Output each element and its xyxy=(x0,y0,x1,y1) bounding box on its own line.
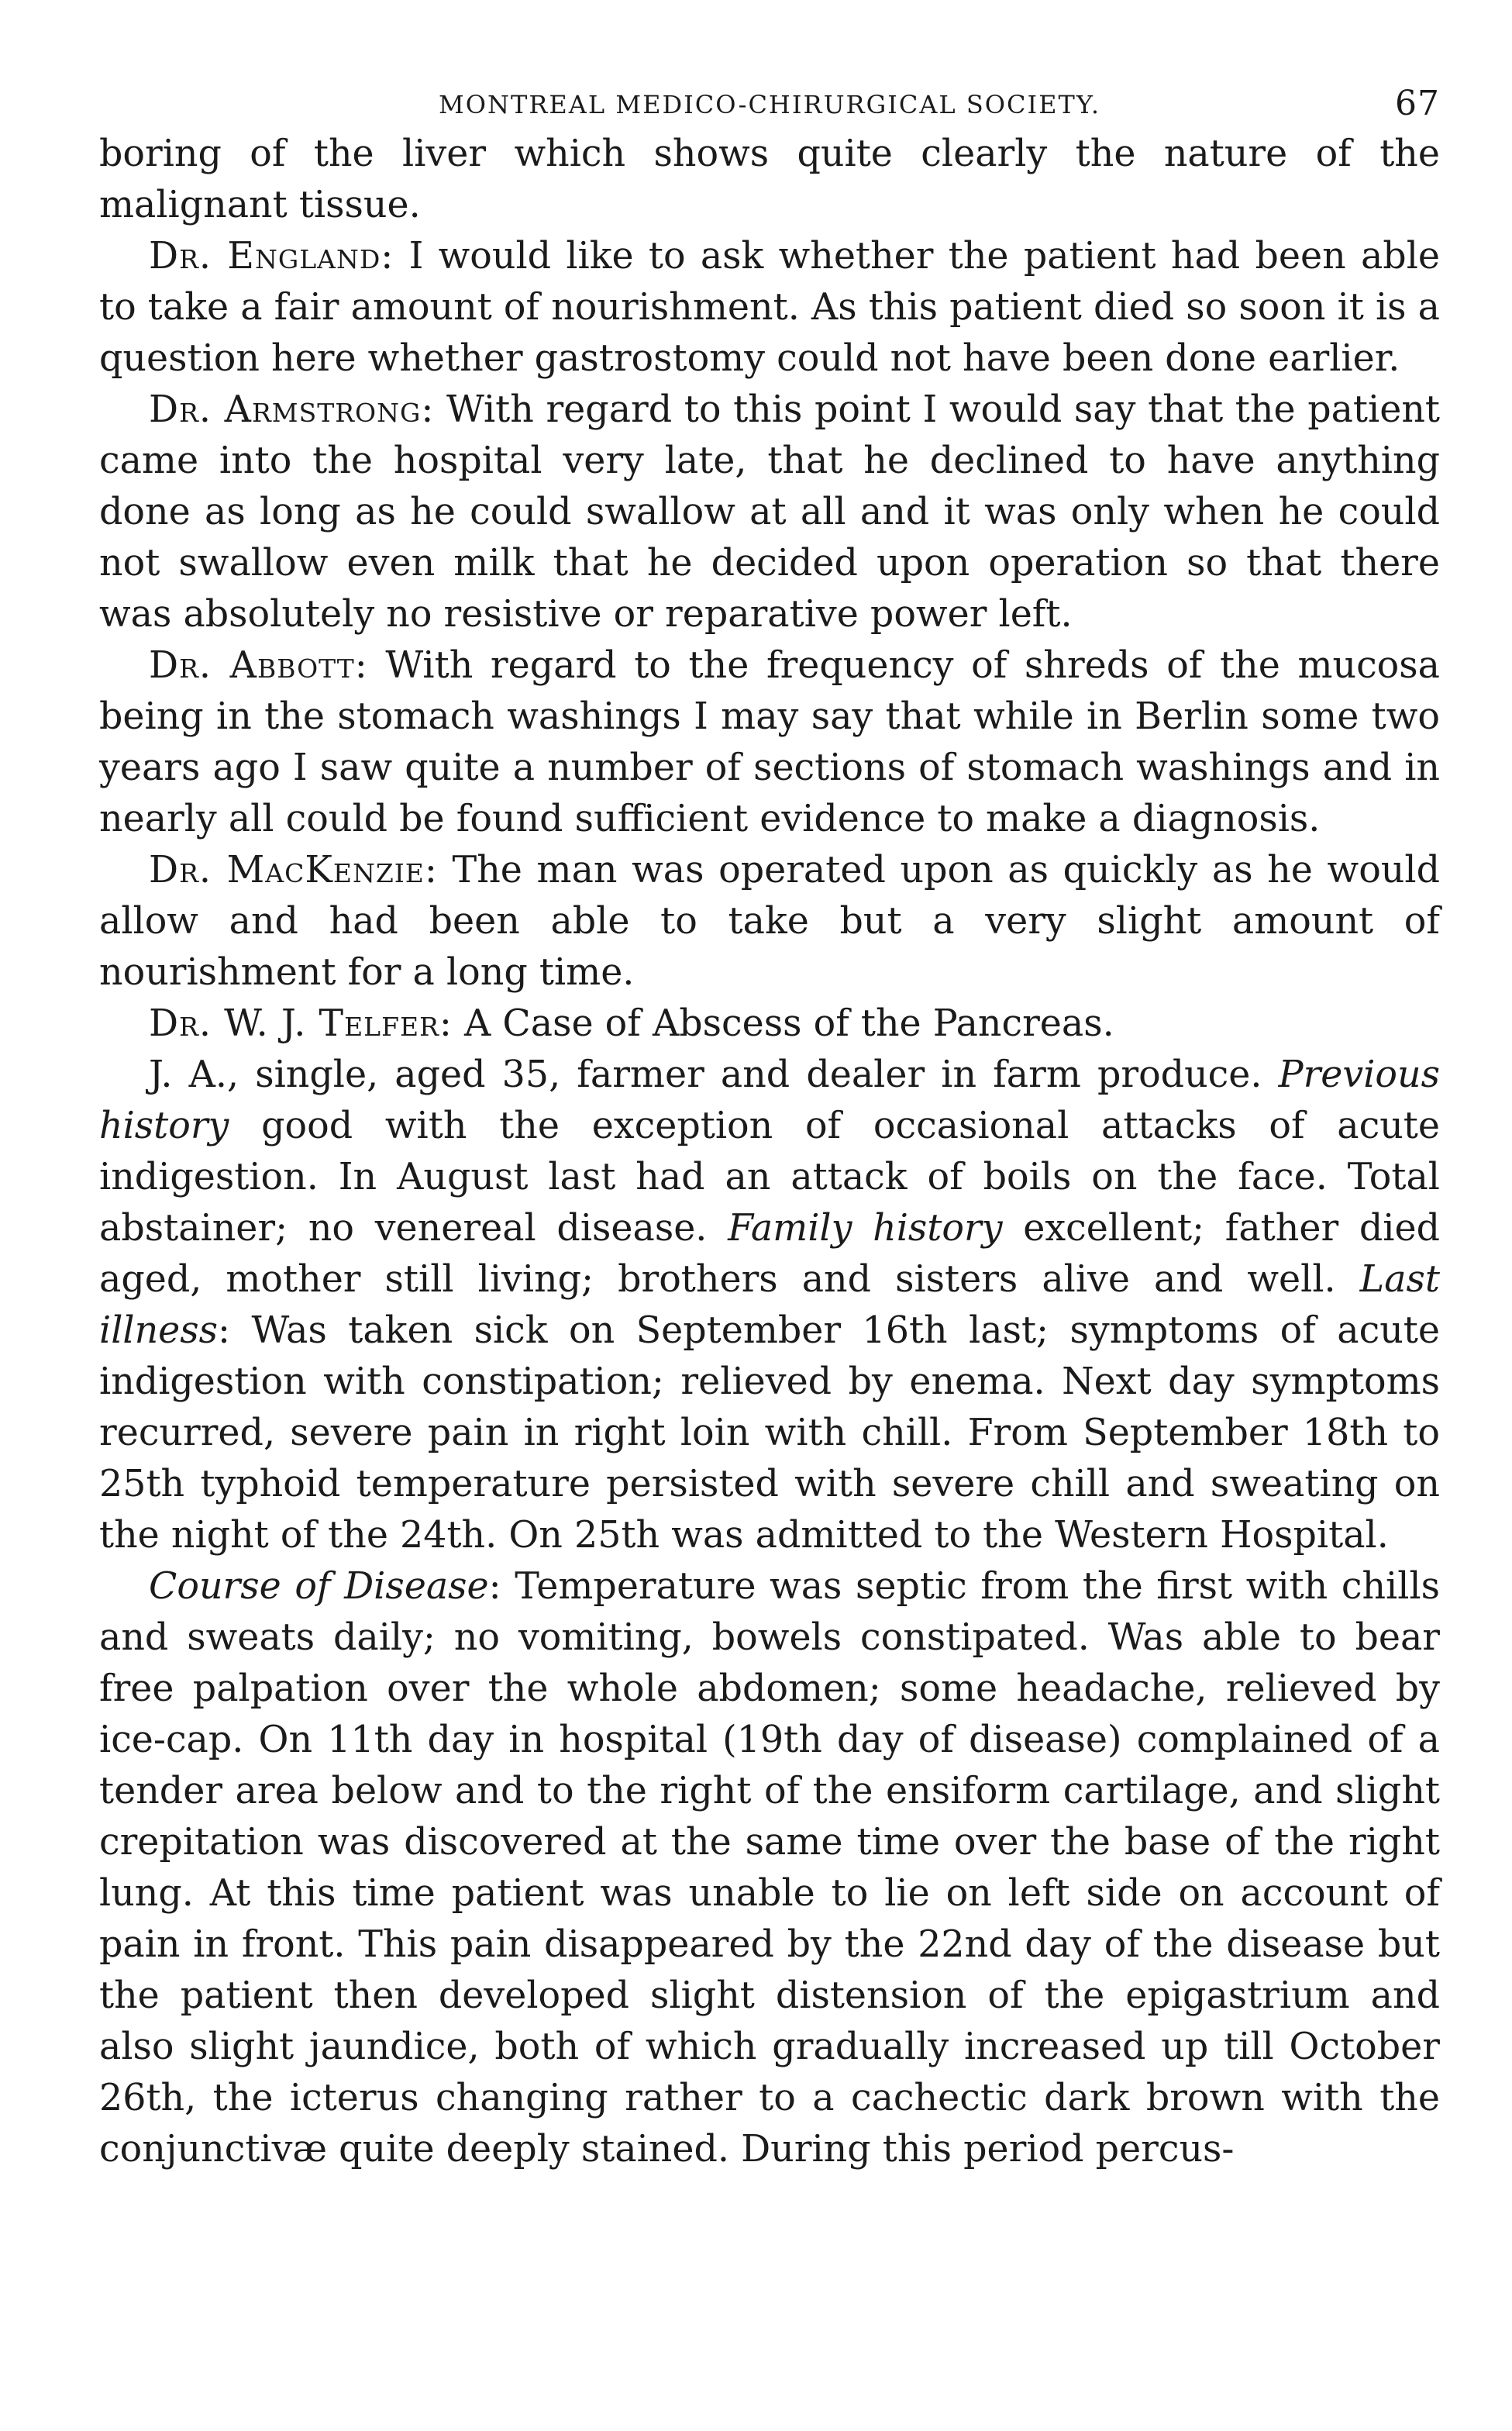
page-number: 67 xyxy=(1395,84,1440,123)
paragraph-case-history xyxy=(99,1050,1440,1561)
paragraph-dr-mackenzie xyxy=(99,845,1440,998)
paragraph-dr-telfer xyxy=(99,998,1440,1050)
document-page xyxy=(99,74,1440,2175)
case-text: J. A., single, aged 35, farmer and dealer in farm produce. xyxy=(149,1053,1279,1096)
case-text: good with the exception of occasional attacks of acute indigestion. In August last had an attack of boils on the face. Total abstainer; no venereal disease. xyxy=(99,1105,1440,1250)
body-text xyxy=(99,129,1440,2175)
paragraph-dr-abbott xyxy=(99,640,1440,845)
running-head xyxy=(99,74,1440,129)
heading-last-illness: Last illness xyxy=(99,1258,1440,1352)
heading-previous-history: Previous history xyxy=(99,1053,1440,1147)
speaker-name: Dr. W. J. Telfer: xyxy=(149,1002,453,1045)
running-title: MONTREAL MEDICO-CHIRURGICAL SOCIETY. xyxy=(438,90,1100,119)
paragraph-text: A Case of Abscess of the Pancreas. xyxy=(452,1002,1114,1045)
paragraph-text: With regard to this point I would say that the patient came into the hospital very late, that he declined to have anything done as long as he could swallow at all and it was only when he could not swallow even milk that he decided upon operation so that there was absolutely no resistive or reparative power left. xyxy=(99,388,1440,636)
paragraph-dr-armstrong xyxy=(99,384,1440,640)
course-text: : Temperature was septic from the first with chills and sweats daily; no vomiting, bowels constipated. Was able to bear free palpation over the whole abdomen; some headache, relieved by ice-cap. On 11th day in hospital (19th day of disease) complained of a tender area below and to the right of the ensiform cartilage, and slight crepitation was discovered at the same time over the base of the right lung. At this time patient was unable to lie on left side on account of pain in front. This pain disappeared by the 22nd day of the disease but the patient then developed slight distension of the epigastrium and also slight jaundice, both of which gradually increased up till October 26th, the icterus changing rather to a cachectic dark brown with the conjunctivæ quite deeply stained. During this period percus- xyxy=(99,1565,1441,2171)
speaker-name: Dr. Abbott: xyxy=(149,644,368,687)
speaker-name: Dr. MacKenzie: xyxy=(149,849,438,891)
paragraph-text: boring of the liver which shows quite clearly the nature of the malignant tissue. xyxy=(99,133,1440,226)
paragraph-dr-england xyxy=(99,231,1440,384)
heading-course-of-disease: Course of Disease xyxy=(149,1565,489,1608)
speaker-name: Dr. England: xyxy=(149,235,394,278)
paragraph-text: With regard to the frequency of shreds of the mucosa being in the stomach washings I may say that while in Berlin some two years ago I saw quite a number of sections of stomach washings and in nearly all could be found sufficient evidence to make a diagnosis. xyxy=(99,644,1440,840)
heading-family-history: Family history xyxy=(728,1207,1003,1250)
paragraph-course-of-disease xyxy=(99,1561,1440,2175)
paragraph-continuation xyxy=(99,129,1440,231)
case-text: : Was taken sick on September 16th last; symptoms of acute indigestion with constipation; relieved by enema. Next day symptoms recurred, severe pain in right loin with chill. From September 18th to 25th typhoid temperature persisted with severe chill and sweating on the night of the 24th. On 25th was admitted to the Western Hospital. xyxy=(99,1309,1440,1557)
paragraph-text: I would like to ask whether the patient had been able to take a fair amount of nourishment. As this patient died so soon it is a question here whether gastrostomy could not have been done earlier. xyxy=(99,235,1441,380)
case-text: excellent; father died aged, mother still living; brothers and sisters alive and well. xyxy=(99,1207,1440,1301)
speaker-name: Dr. Armstrong: xyxy=(149,388,435,431)
paragraph-text: The man was operated upon as quickly as he would allow and had been able to take but a very slight amount of nourishment for a long time. xyxy=(99,849,1440,994)
